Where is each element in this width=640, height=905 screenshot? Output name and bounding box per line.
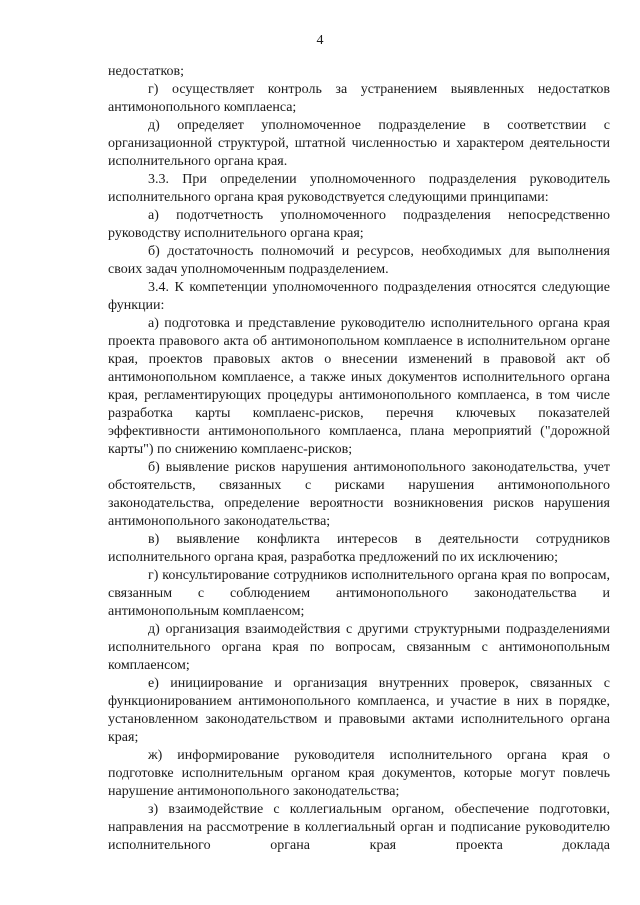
paragraph: 3.3. При определении уполномоченного подразделения руководитель исполнительного органа края руководствуется следующими принципами:: [108, 172, 610, 205]
paragraph: б) достаточность полномочий и ресурсов, необходимых для выполнения своих задач уполномоченным подразделением.: [108, 244, 610, 277]
paragraph: г) консультирование сотрудников исполнительного органа края по вопросам, связанным с соблюдением антимонопольного законодательства и антимонопольным комплаенсом;: [108, 568, 610, 619]
page-number: 4: [316, 33, 324, 48]
paragraph: д) организация взаимодействия с другими структурными подразделениями исполнительного органа края по вопросам, связанным с антимонопольным комплаенсом;: [108, 622, 610, 673]
document-body: [108, 63, 610, 855]
paragraph: б) выявление рисков нарушения антимонопольного законодательства, учет обстоятельств, связанных с рисками нарушения антимонопольного законодательства, определение вероятности возникновения рисков нарушения антимонопольного законодательства;: [108, 460, 610, 529]
paragraph: а) подотчетность уполномоченного подразделения непосредственно руководству исполнительного органа края;: [108, 208, 610, 241]
paragraph: з) взаимодействие с коллегиальным органом, обеспечение подготовки, направления на рассмотрение в коллегиальный орган и подписание руководителю исполнительного органа края проекта доклада: [108, 802, 610, 853]
paragraph: в) выявление конфликта интересов в деятельности сотрудников исполнительного органа края, разработка предложений по их исключению;: [108, 532, 610, 565]
paragraph: д) определяет уполномоченное подразделение в соответствии с организационной структурой, штатной численностью и характером деятельности исполнительного органа края.: [108, 118, 610, 169]
paragraph: е) инициирование и организация внутренних проверок, связанных с функционированием антимонопольного комплаенса, и участие в них в порядке, установленном законодательством и правовыми актами исполнительного органа края;: [108, 676, 610, 745]
paragraph: 3.4. К компетенции уполномоченного подразделения относятся следующие функции:: [108, 280, 610, 313]
paragraph: ж) информирование руководителя исполнительного органа края о подготовке исполнительным органом края документов, которые могут повлечь нарушение антимонопольного законодательства;: [108, 748, 610, 799]
paragraph: г) осуществляет контроль за устранением выявленных недостатков антимонопольного комплаенса;: [108, 82, 610, 115]
paragraph: недостатков;: [108, 64, 185, 79]
paragraph: а) подготовка и представление руководителю исполнительного органа края проекта правового акта об антимонопольном комплаенсе в исполнительном органе края, проектов правовых актов о внесении изменений в правовой акт об антимонопольном комплаенсе, а также иных документов исполнительного органа края, регламентирующих процедуры антимонопольного комплаенса, в том числе разработка карты комплаенс-рисков, перечня ключевых показателей эффективности антимонопольного комплаенса, плана мероприятий ("дорожной карты") по снижению комплаенс-рисков;: [108, 316, 610, 457]
